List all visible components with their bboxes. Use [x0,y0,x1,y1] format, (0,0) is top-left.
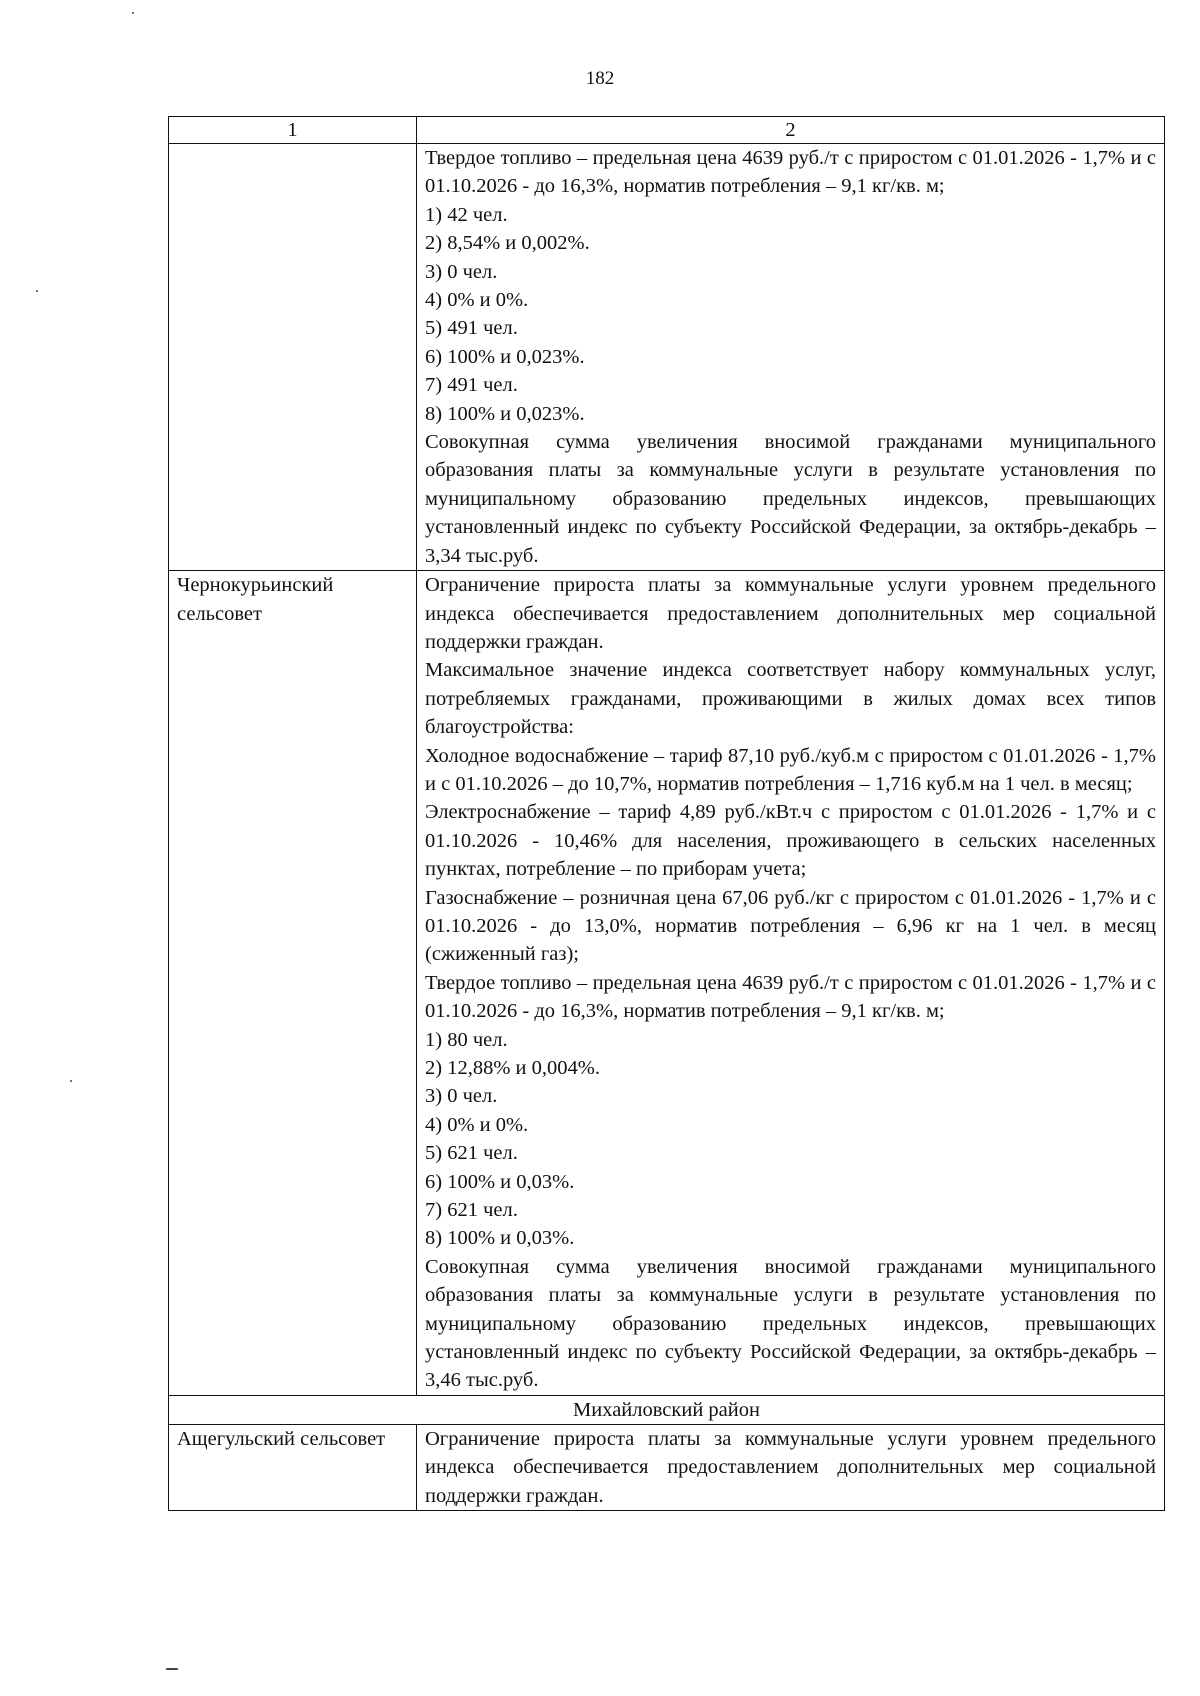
total-sum-paragraph: Совокупная сумма увеличения вносимой гражданами муниципального образования платы за коммунальные услуги в результате установления по муниципальному образованию предельных индексов, превышающих установленный индекс по субъекту Российской Федерации, за октябрь-декабрь – 3,34 тыс.руб. [425,431,1156,567]
limitation-paragraph: Ограничение прироста платы за коммунальные услуги уровнем предельного индекса обеспечивается предоставлением дополнительных мер социальной поддержки граждан. [425,574,1156,653]
indicator-7: 7) 621 чел. [425,1199,518,1222]
table-header-row [169,117,1165,144]
description-cell [417,144,1165,571]
indicator-6: 6) 100% и 0,023%. [425,345,585,368]
document-table [168,116,1165,1511]
gas-paragraph: Газоснабжение – розничная цена 67,06 руб./кг с приростом с 01.01.2026 - 1,7% и с 01.10.2026 - до 13,0%, норматив потребления – 6,96 кг на 1 чел. в месяц (сжиженный газ); [425,886,1156,966]
scan-speck [132,12,134,14]
table-row [169,571,1165,1396]
indicator-8: 8) 100% и 0,03%. [425,1227,575,1250]
municipality-name: Чернокурьинский сельсовет [169,571,417,1396]
table-row [169,1424,1165,1510]
indicator-2: 2) 12,88% и 0,004%. [425,1057,600,1079]
column-header-1: 1 [169,117,417,144]
indicator-1: 1) 80 чел. [425,1028,508,1051]
limitation-paragraph: Ограничение прироста платы за коммунальные услуги уровнем предельного индекса обеспечивается предоставлением дополнительных мер социальной поддержки граждан. [425,1427,1156,1507]
municipality-name: Ащегульский сельсовет [169,1424,417,1510]
description-cell [417,571,1165,1396]
indicator-4: 4) 0% и 0%. [425,289,529,312]
indicator-5: 5) 491 чел. [425,317,518,340]
scan-speck [36,290,38,292]
electricity-paragraph: Электроснабжение – тариф 4,89 руб./кВт.ч с приростом с 01.01.2026 - 1,7% и с 01.10.2026 - 10,46% для населения, проживающего в сельских населенных пунктах, потребление – по приборам учета; [425,801,1156,881]
indicator-6: 6) 100% и 0,03%. [425,1170,575,1193]
total-sum-paragraph: Совокупная сумма увеличения вносимой гражданами муниципального образования платы за коммунальные услуги в результате установления по муниципальному образованию предельных индексов, превышающих установленный индекс по субъекту Российской Федерации, за октябрь-декабрь – 3,46 тыс.руб. [425,1255,1156,1392]
indicator-2: 2) 8,54% и 0,002%. [425,232,590,255]
section-row [169,1395,1165,1424]
scan-speck [166,1668,178,1670]
max-index-paragraph: Максимальное значение индекса соответствует набору коммунальных услуг, потребляемых гражданами, проживающими в жилых домах всех типов благоустройства: [425,659,1156,739]
description-cell [417,1424,1165,1510]
indicator-3: 3) 0 чел. [425,260,498,283]
scan-speck [70,1080,72,1082]
indicator-1: 1) 42 чел. [425,203,508,226]
indicator-7: 7) 491 чел. [425,374,518,397]
page-number: 182 [585,68,615,89]
section-title: Михайловский район [169,1395,1165,1424]
indicator-4: 4) 0% и 0%. [425,1113,529,1136]
indicator-5: 5) 621 чел. [425,1142,518,1165]
municipality-cell-empty [169,144,417,571]
solid-fuel-paragraph: Твердое топливо – предельная цена 4639 руб./т с приростом с 01.01.2026 - 1,7% и с 01.10.2026 - до 16,3%, норматив потребления – 9,1 кг/кв. м; [425,971,1156,1023]
indicator-3: 3) 0 чел. [425,1085,498,1108]
solid-fuel-paragraph: Твердое топливо – предельная цена 4639 руб./т с приростом с 01.01.2026 - 1,7% и с 01.10.2026 - до 16,3%, норматив потребления – 9,1 кг/кв. м; [425,147,1156,198]
cold-water-paragraph: Холодное водоснабжение – тариф 87,10 руб./куб.м с приростом с 01.01.2026 - 1,7% и с 01.10.2026 – до 10,7%, норматив потребления – 1,716 куб.м на 1 чел. в месяц; [425,744,1156,795]
indicator-8: 8) 100% и 0,023%. [425,402,585,425]
table-row-continuation [169,144,1165,571]
column-header-2: 2 [417,117,1165,144]
